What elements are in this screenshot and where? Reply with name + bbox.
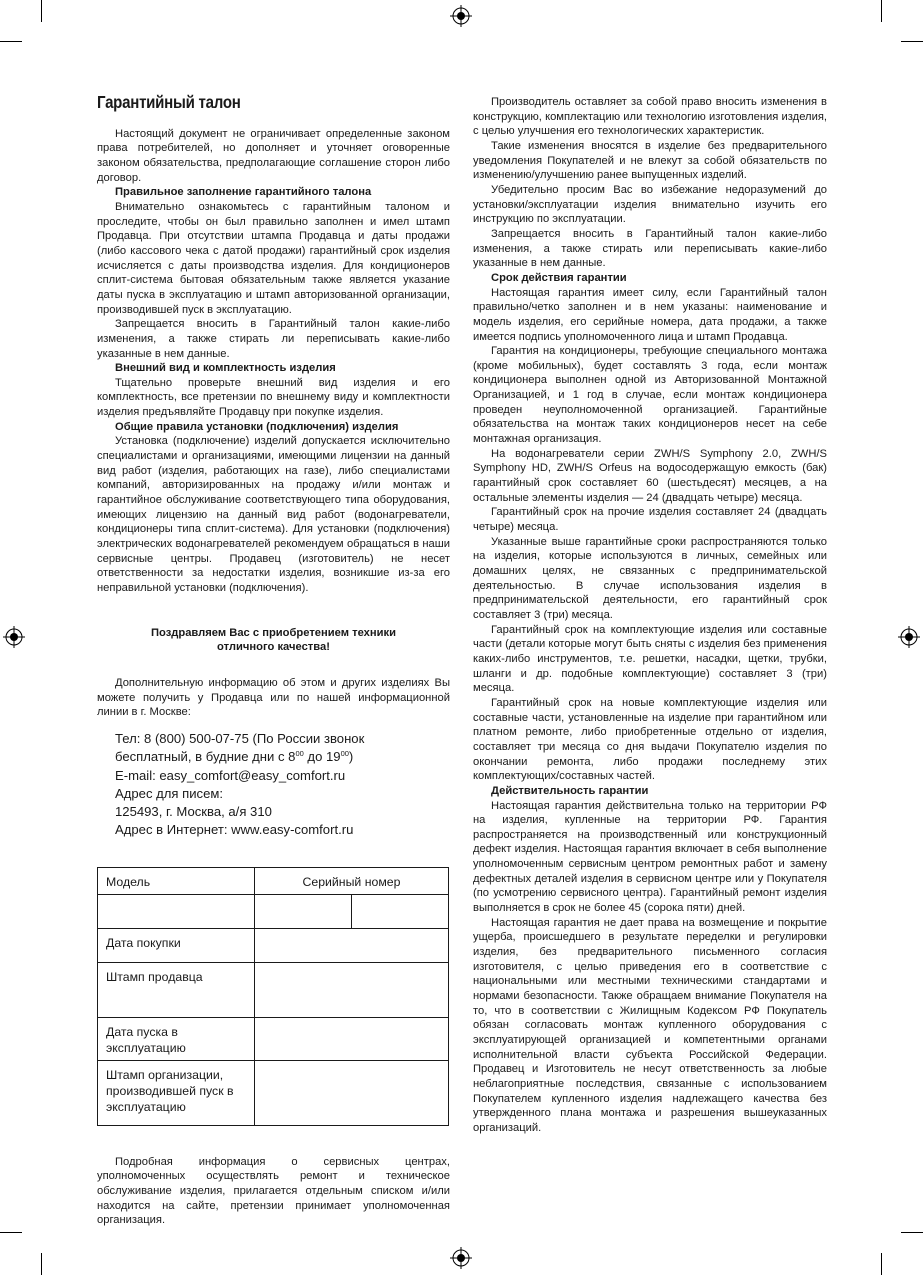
registration-mark-icon bbox=[450, 5, 472, 27]
seller-stamp-label: Штамп продавца bbox=[98, 962, 255, 1017]
paragraph: Запрещается вносить в Гарантийный талон какие-либо изменения, а также стирать ли переписывать какие-либо указанные в нем данные. bbox=[97, 318, 450, 360]
contact-phone: Тел: 8 (800) 500-07-75 (По России звонок bbox=[115, 730, 365, 746]
contact-mail-address: 125493, г. Москва, а/я 310 bbox=[115, 804, 272, 820]
contact-mail-label: Адрес для писем: bbox=[115, 785, 224, 801]
crop-mark bbox=[881, 1253, 882, 1275]
congrats-line: Поздравляем Вас с приобретением техники bbox=[150, 626, 397, 639]
paragraph: Настоящая гарантия действительна только на территории РФ на изделия, купленные на территории РФ. Гарантия распространяется на производственный или конструкционный дефект изделия. Настоящая гарантия включает в себя выполнение уполномоченным сервисным центром ремонтных работ и замену дефектных деталей изделия в сервисном центре или у Покупателя (по усмотрению сервисного центра). Гарантийный ремонт изделия выполняется в срок не более 45 (сорока пяти) дней. bbox=[473, 799, 827, 915]
paragraph: Убедительно просим Вас во избежание недоразумений до установки/эксплуатации изделия внимательно изучить его инструкцию по эксплуатации. bbox=[473, 183, 827, 226]
section-heading: Общие правила установки (подключения) изделия bbox=[115, 420, 399, 433]
purchase-date-field[interactable] bbox=[255, 928, 449, 962]
paragraph: Настоящая гарантия не дает права на возмещение и покрытие ущерба, происшедшего в результате переделки и регулировки изделия, без предварительного письменного согласия изготовителя, с целью приведения его в соответствие с национальными или местными техническими стандартами и нормами безопасности. Также обращаем внимание Покупателя на то, что в соответствии с Жилищным Кодексом РФ Покупатель обязан согласовать монтаж купленного оборудования с эксплуатирующей организацией и компетентными органами исполнительной власти субъекта Российской Федерации. Продавец и Изготовитель не несут ответственность за любые неблагоприятные последствия, связанные с использованием Покупателем купленного изделия надлежащего качества без утвержденного плана монтажа и разрешения вышеуказанных организаций. bbox=[473, 916, 827, 1134]
crop-mark bbox=[41, 1253, 42, 1275]
crop-mark bbox=[901, 1232, 923, 1233]
paragraph: Внимательно ознакомьтесь с гарантийным талоном и проследите, чтобы он был правильно заполнен и имел штамп Продавца. При отсутствии штампа Продавца и даты продажи (либо кассового чека с датой продажи) гарантийный срок изделия исчисляется с даты производства изделия. Для кондиционеров сплит-система бытовая обязательным также является указание даты пуска в эксплуатацию и штамп авторизованной организации, производившей пуск в эксплуатацию. bbox=[97, 200, 450, 316]
launch-date-label: Дата пуска в эксплуатацию bbox=[98, 1017, 255, 1060]
right-column bbox=[473, 95, 827, 1136]
paragraph: Гарантийный срок на прочие изделия составляет 24 (двадцать четыре) месяца. bbox=[473, 506, 827, 534]
paragraph: Производитель оставляет за собой право вносить изменения в конструкцию, комплектацию или технологию изготовления изделия, с целью улучшения его технологических характеристик. bbox=[473, 96, 827, 138]
contact-block bbox=[115, 730, 450, 840]
serial-number-label: Серийный номер bbox=[255, 867, 449, 894]
paragraph: Гарантийный срок на новые комплектующие изделия или составные части, установленные на изделие при гарантийном или платном ремонте, либо приобретенные отдельно от изделия, составляет три месяца со дня выдачи Покупателю изделия по окончании ремонта, либо продажи последнему этих комплектующих/составных частей. bbox=[473, 696, 827, 783]
paragraph: Настоящая гарантия имеет силу, если Гарантийный талон правильно/четко заполнен и в нем указаны: наименование и модель изделия, его серийные номера, дата продажи, а также имеется подпись уполномоченного лица и штамп Продавца. bbox=[473, 286, 827, 343]
crop-mark bbox=[901, 41, 923, 42]
left-column bbox=[97, 92, 450, 1228]
paragraph: Тщательно проверьте внешний вид изделия и его комплектность, все претензии по внешнему виду и комплектности изделия предъявляйте Продавцу при покупке изделия. bbox=[97, 376, 450, 419]
paragraph: Запрещается вносить в Гарантийный талон какие-либо изменения, а также стирать или переписывать какие-либо указанные в нем данные. bbox=[473, 227, 827, 270]
org-stamp-field[interactable] bbox=[255, 1060, 449, 1125]
contact-website: Адрес в Интернет: www.easy-comfort.ru bbox=[115, 822, 354, 838]
launch-date-field[interactable] bbox=[255, 1017, 449, 1060]
section-heading: Срок действия гарантии bbox=[491, 271, 627, 284]
info-paragraph: Дополнительную информацию об этом и других изделиях Вы можете получить у Продавца или по нашей информационной линии в г. Москве: bbox=[97, 676, 450, 719]
crop-mark bbox=[0, 41, 22, 42]
crop-mark bbox=[41, 0, 42, 22]
paragraph: Гарантийный срок на комплектующие изделия или составные части (детали которые могут быть сняты с изделия без применения каких-либо инструментов, т.е. решетки, насадки, щетки, трубки, шланги и др. подобные комплектующие) составляет 3 (три) месяца. bbox=[473, 623, 827, 695]
crop-mark bbox=[0, 1232, 22, 1233]
section-heading: Правильное заполнение гарантийного талона bbox=[115, 186, 372, 199]
section-heading: Действительность гарантии bbox=[491, 784, 649, 797]
paragraph: Такие изменения вносятся в изделие без предварительного уведомления Покупателей и не влекут за собой обязательств по изменению/улучшению ранее выпущенных изделий. bbox=[473, 139, 827, 182]
paragraph: На водонагреватели серии ZWH/S Symphony 2.0, ZWH/S Symphony HD, ZWH/S Orfeus на водосодержащую емкость (бак) гарантийный срок составляет 60 (шестьдесят) месяцев, а на остальные элементы изделия — 24 (двадцать четыре) месяца. bbox=[473, 447, 827, 504]
crop-mark bbox=[881, 0, 882, 22]
serial-number-field[interactable] bbox=[352, 894, 449, 928]
intro-paragraph: Настоящий документ не ограничивает определенные законом права потребителей, но дополняет и уточняет оговоренные законом обязательства, предполагающие соглашение сторон либо договор. bbox=[97, 127, 450, 184]
footer-paragraph: Подробная информация о сервисных центрах, уполномоченных осуществлять ремонт и техническое обслуживание изделия, прилагается отдельным списком и/или находится на сайте, претензии принимает уполномоченная организация. bbox=[97, 1155, 450, 1227]
org-stamp-label: Штамп организации, производившей пуск в эксплуатацию bbox=[98, 1060, 255, 1125]
paragraph: Указанные выше гарантийные сроки распространяются только на изделия, которые используются в личных, семейных или домашних целях, не связанных с предпринимательской деятельностью. В случае использования изделия в предпринимательской деятельности, его гарантийный срок составляет 3 (три) месяца. bbox=[473, 535, 827, 621]
congrats-line: отличного качества! bbox=[217, 641, 330, 654]
model-label: Модель bbox=[98, 867, 255, 894]
purchase-date-label: Дата покупки bbox=[98, 928, 255, 962]
registration-mark-icon bbox=[3, 626, 25, 648]
congratulations-heading bbox=[97, 626, 450, 655]
contact-email: E-mail: easy_comfort@easy_comfort.ru bbox=[115, 767, 346, 783]
registration-mark-icon bbox=[898, 626, 920, 648]
model-field[interactable] bbox=[98, 894, 255, 928]
paragraph: Установка (подключение) изделий допускается исключительно специалистами и организациями, имеющими лицензии на данный вид работ (изделия, работающих на газе), либо специалистами компаний, авторизированных на продажу и/или монтаж и гарантийное обслуживание соответствующего типа оборудования, имеющих лицензию на данный вид работ (водонагреватели, кондиционеры типа сплит-система). Для установки (подключения) электрических водонагревателей рекомендуем обращаться в наши сервисные центры. Продавец (изготовитель) не несет ответственности за недостатки изделия, возникшие из-за его неправильной установки (подключения). bbox=[97, 435, 450, 594]
page-title: Гарантийный талон bbox=[97, 92, 241, 112]
contact-hours: бесплатный, в будние дни с $8^{00}$ до $19^{00}$) bbox=[115, 749, 354, 765]
seller-stamp-field[interactable] bbox=[255, 962, 449, 1017]
registration-mark-icon bbox=[450, 1247, 472, 1269]
paragraph: Гарантия на кондиционеры, требующие специального монтажа (кроме мобильных), будет составлять 3 года, если монтаж кондиционера выполнен одной из Авторизованной Монтажной Организацией, и 1 год в случае, если монтаж кондиционера проведен неуполномоченной организацией. Гарантийные обязательства на монтаж таких кондиционеров несет на себе монтажная организация. bbox=[473, 345, 827, 446]
warranty-form-table bbox=[97, 867, 449, 1126]
section-heading: Внешний вид и комплектность изделия bbox=[115, 362, 336, 375]
serial-number-field[interactable] bbox=[255, 894, 352, 928]
